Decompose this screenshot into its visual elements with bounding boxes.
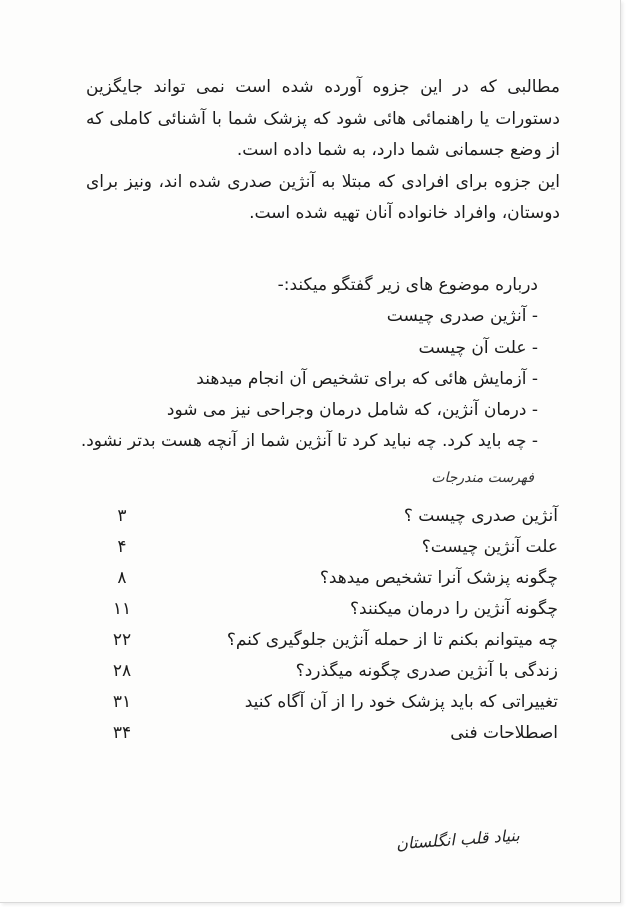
table-of-contents bbox=[92, 506, 558, 754]
toc-entry-title: تغییراتی که باید پزشک خود را از آن آگاه کنید bbox=[244, 692, 558, 712]
toc-entry-title: آنژین صدری چیست ؟ bbox=[403, 506, 558, 526]
topic-item: - درمان آنژین، که شامل درمان وجراحی نیز می شود bbox=[166, 400, 538, 421]
toc-entry-page: ۳۱ bbox=[112, 692, 132, 712]
toc-entry-title: چگونه پزشک آنرا تشخیص میدهد؟ bbox=[319, 568, 558, 588]
toc-entry-title: اصطلاحات فنی bbox=[450, 723, 558, 743]
toc-entry-page: ۳۴ bbox=[112, 723, 132, 743]
toc-entry-page: ۸ bbox=[117, 568, 127, 588]
toc-entry-title: زندگی با آنژین صدری چگونه میگذرد؟ bbox=[295, 661, 558, 681]
toc-entry-title: علت آنژین چیست؟ bbox=[421, 537, 558, 557]
intro-paragraph-1: مطالبی که در این جزوه آورده شده است نمی تواند جایگزین دستورات یا راهنمائی هائی شود که پزشک شما با آشنائی کاملی که از وضع جسمانی شما دارد، به شما داده است. bbox=[86, 77, 560, 160]
toc-entry bbox=[92, 661, 558, 692]
toc-entry bbox=[92, 568, 558, 599]
toc-entry-page: ۲۲ bbox=[112, 630, 132, 650]
toc-entry bbox=[92, 723, 558, 754]
toc-entry-page: ۴ bbox=[117, 537, 127, 557]
topic-item: - چه باید کرد. چه نباید کرد تا آنژین شما از آنچه هست بدتر نشود. bbox=[80, 431, 538, 452]
toc-entry-title: چگونه آنژین را درمان میکنند؟ bbox=[350, 599, 558, 619]
topic-item: - آنژین صدری چیست bbox=[386, 306, 538, 327]
topics-list bbox=[60, 270, 538, 458]
toc-entry bbox=[92, 537, 558, 568]
toc-entry-page: ۱۱ bbox=[112, 599, 132, 619]
toc-entry bbox=[92, 599, 558, 630]
toc-entry bbox=[92, 692, 558, 723]
toc-entry bbox=[92, 630, 558, 661]
intro-section bbox=[86, 72, 560, 230]
signature: بنیاد قلب انگلستان bbox=[395, 825, 521, 854]
topics-lead: درباره موضوع های زیر گفتگو میکند:- bbox=[277, 275, 538, 295]
intro-paragraph-2: این جزوه برای افرادی که مبتلا به آنژین صدری شده اند، ونیز برای دوستان، وافراد خانواده آنان تهیه شده است. bbox=[86, 171, 560, 223]
toc-entry-page: ۲۸ bbox=[112, 661, 132, 681]
toc-entry-page: ۳ bbox=[117, 506, 127, 526]
topic-item: - آزمایش هائی که برای تشخیص آن انجام میدهند bbox=[196, 368, 538, 389]
toc-entry-title: چه میتوانم بکنم تا از حمله آنژین جلوگیری کنم؟ bbox=[226, 630, 558, 650]
topic-item: - علت آن چیست bbox=[418, 337, 538, 358]
toc-heading: فهرست مندرجات bbox=[431, 470, 534, 486]
toc-entry bbox=[92, 506, 558, 537]
